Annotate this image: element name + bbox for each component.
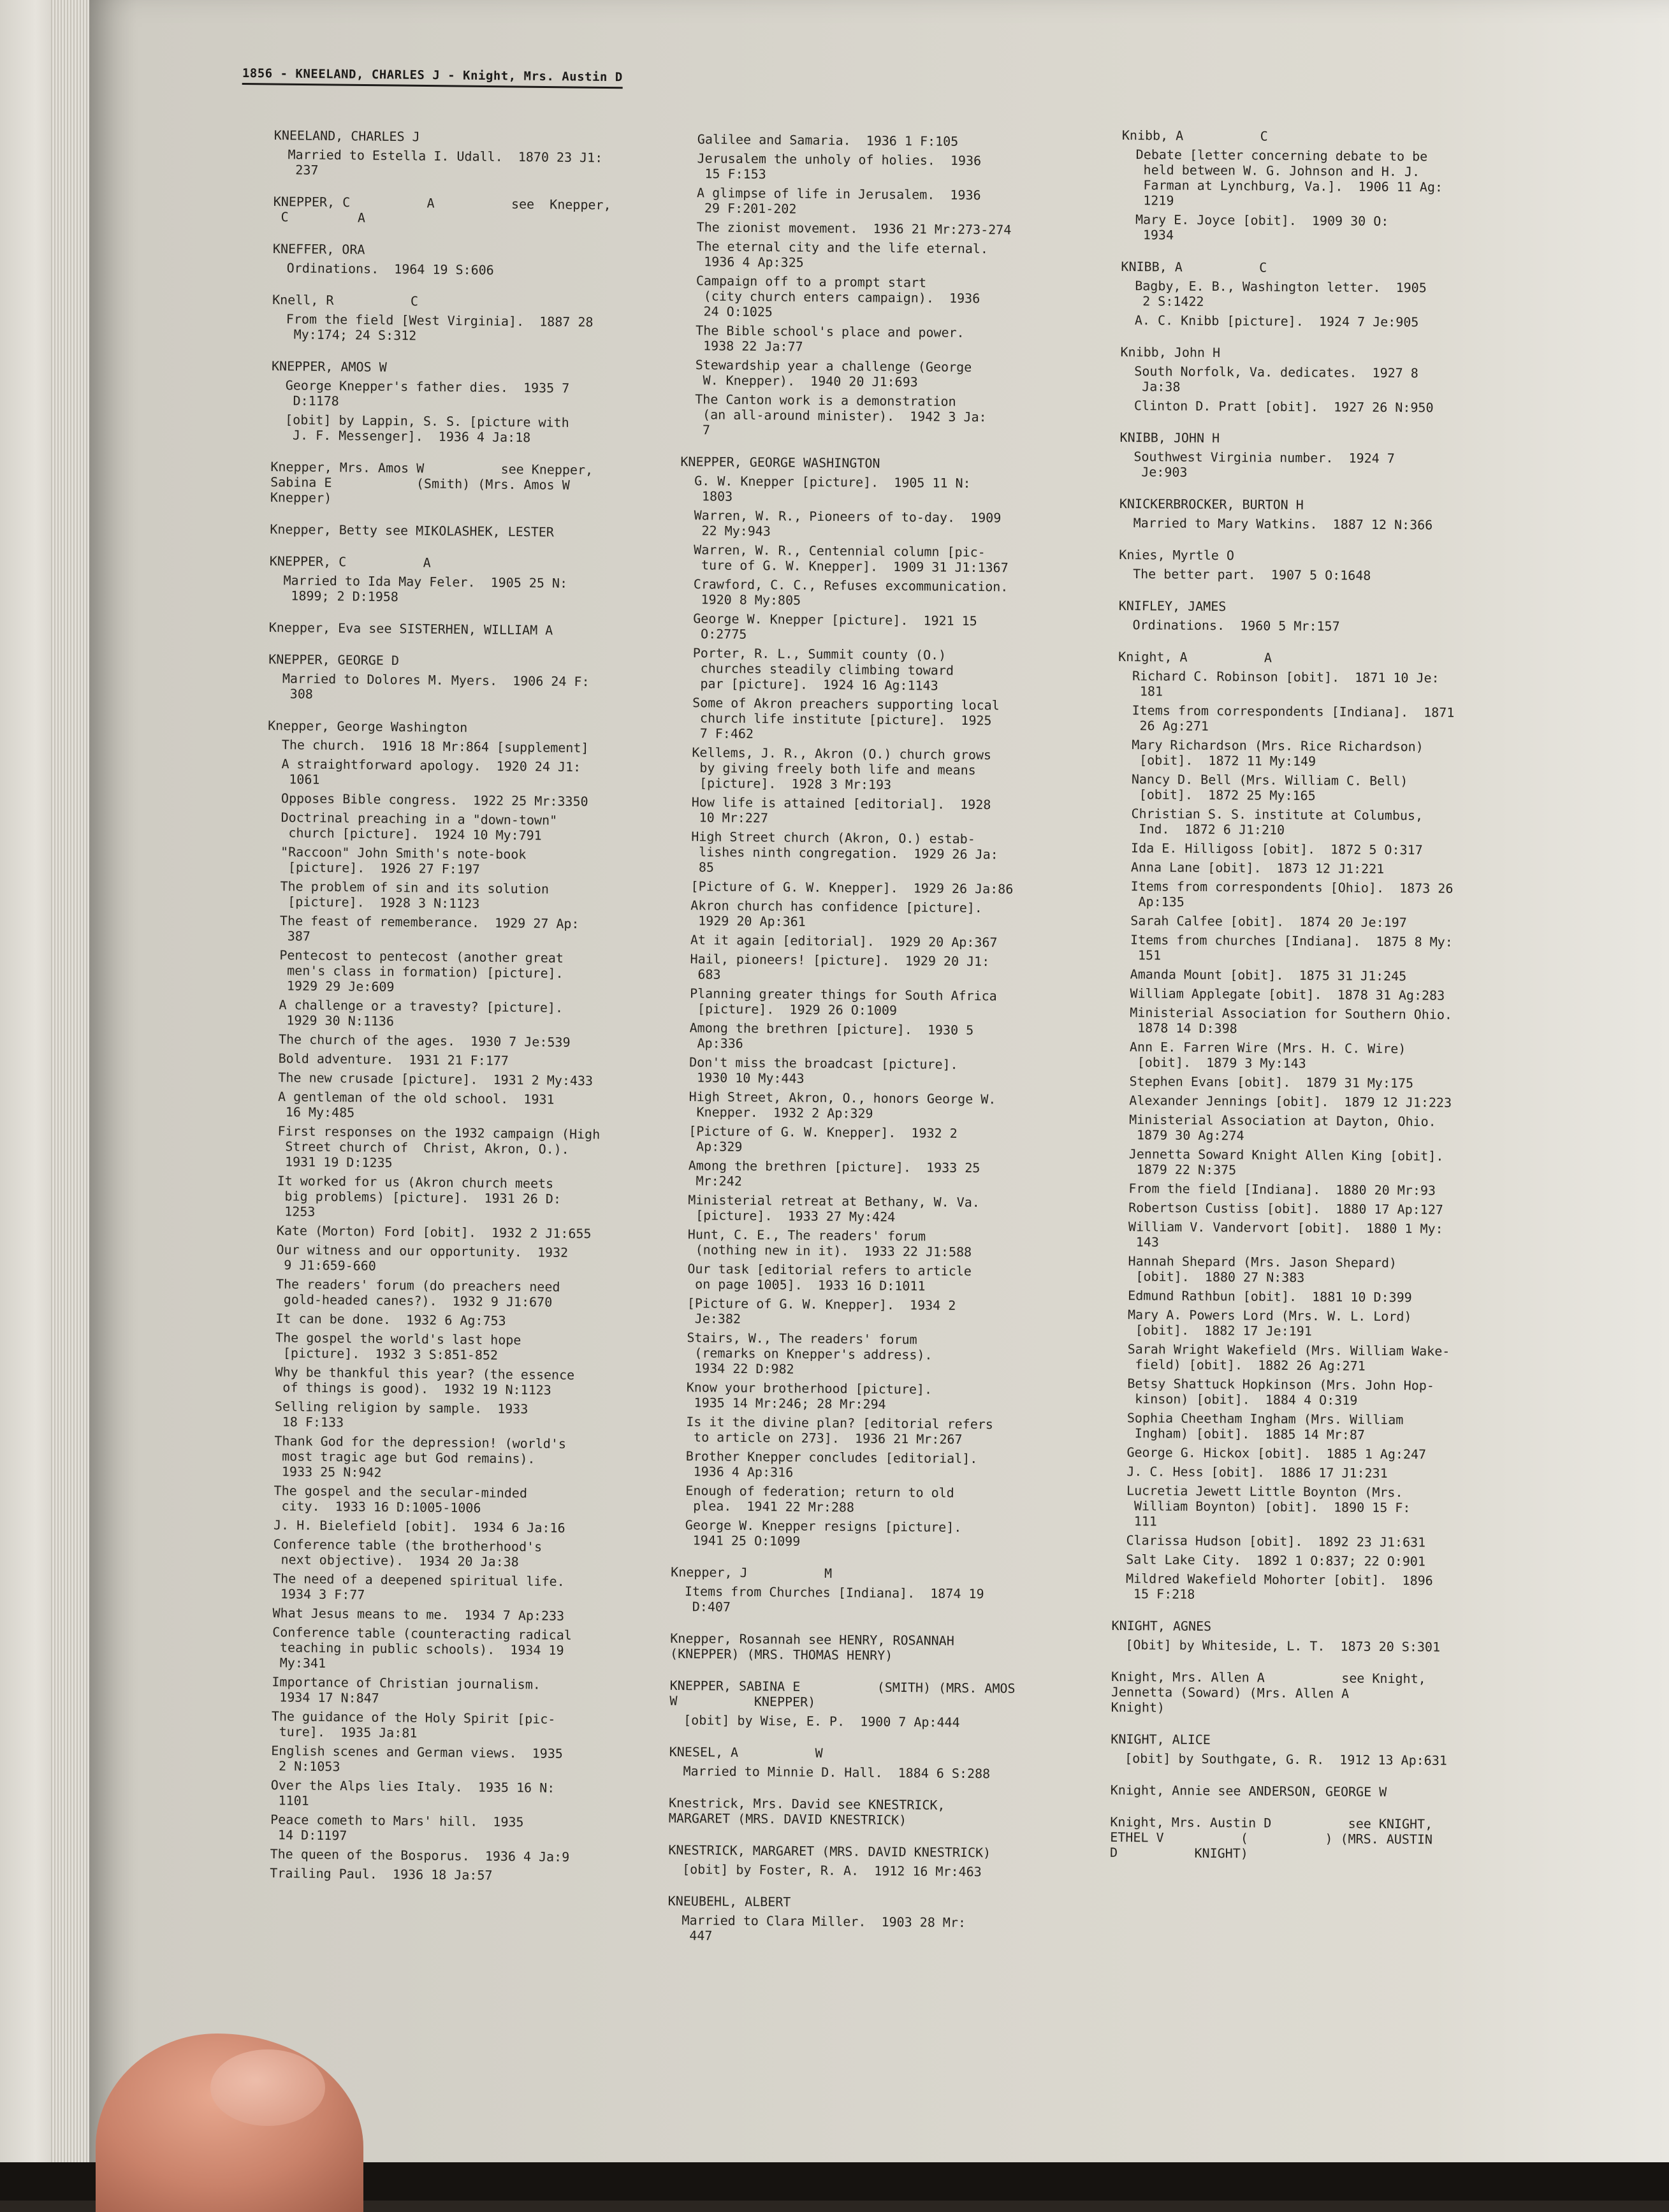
entry-citation: A challenge or a travesty? [picture]. 1929 30 N:1136 [279,997,564,1030]
entry-citation: From the field [West Virginia]. 1887 28 My:174; 24 S:312 [286,311,594,344]
entry-heading: Knibb, A C [1121,127,1268,144]
entry-citation: Ministerial retreat at Bethany, W. Va. [picture]. 1933 27 My:424 [688,1192,980,1225]
entry-citation: Stairs, W., The readers' forum (remarks on Knepper's address). 1934 22 D:982 [686,1330,933,1377]
entry-heading: Knepper, George Washington [268,717,468,736]
entry-citation: Married to Clara Miller. 1903 28 Mr: 447 [681,1912,966,1944]
entry-heading: Knepper, Rosannah see HENRY, ROSANNAH (KNEPPER) (MRS. THOMAS HENRY) [670,1630,954,1663]
index-entry [270,521,652,541]
entry-citation: From the field [Indiana]. 1880 20 Mr:93 [1128,1181,1436,1198]
entry-citation: Akron church has confidence [picture]. 1929 20 Ap:361 [690,898,983,929]
index-entry [1111,1618,1494,1655]
index-column-2 [667,127,1066,1963]
entry-citation: Hail, pioneers! [picture]. 1929 20 J1: 683 [690,951,990,982]
index-entry [669,1744,1051,1782]
entry-citation: J. H. Bielefield [obit]. 1934 6 Ja:16 [273,1517,565,1536]
entry-heading: KNEFFER, ORA [272,240,365,258]
entry-citation: Stewardship year a challenge (George W. Knepper). 1940 20 J1:693 [695,357,972,390]
entry-citation: Sophia Cheetham Ingham (Mrs. William Ingham) [obit]. 1885 14 Mr:87 [1126,1410,1404,1443]
entry-citation: William Applegate [obit]. 1878 31 Ag:283 [1130,986,1445,1003]
index-entry [1119,430,1503,482]
entry-citation: First responses on the 1932 campaign (High Street church of Christ, Akron, O.). 1931 19 D:1235 [277,1123,601,1171]
entry-citation: Sarah Calfee [obit]. 1874 20 Je:197 [1130,913,1407,931]
entry-citation: Stephen Evans [obit]. 1879 31 My:175 [1129,1073,1414,1091]
entry-citation: Sarah Wright Wakefield (Mrs. William Wake- field) [obit]. 1882 26 Ag:271 [1127,1341,1450,1374]
entry-citation: Among the brethren [picture]. 1933 25 Mr:242 [688,1158,980,1189]
index-entry [1118,598,1501,635]
index-entry [1111,1731,1493,1768]
entry-citation: Hunt, C. E., The readers' forum (nothing new in it). 1933 22 J1:588 [687,1226,972,1260]
entry-citation: A straightforward apology. 1920 24 J1: 1061 [281,756,581,787]
index-entry [269,553,652,607]
entry-citation: The church of the ages. 1930 7 Je:539 [278,1031,571,1050]
entry-citation: Our task [editorial refers to article on page 1005]. 1933 16 D:1011 [687,1261,972,1294]
entry-heading: Knight, Annie see ANDERSON, GEORGE W [1110,1782,1387,1800]
entry-citation: Peace cometh to Mars' hill. 1935 14 D:1197 [270,1812,524,1844]
entry-citation: [Picture of G. W. Knepper]. 1929 26 Ja:86 [690,878,1014,897]
entry-citation: [obit] by Southgate, G. R. 1912 13 Ap:631 [1125,1750,1447,1768]
entry-heading: Knepper, Betty see MIKOLASHEK, LESTER [270,521,555,540]
entry-heading: KNEPPER, GEORGE WASHINGTON [680,453,880,471]
index-entry [1121,127,1505,245]
entry-citation: Married to Mary Watkins. 1887 12 N:366 [1133,515,1433,533]
index-entry [1121,259,1504,330]
index-entry [669,1795,1051,1829]
entry-heading: KNEPPER, AMOS W [271,358,387,375]
entry-citation: Married to Minnie D. Hall. 1884 6 S:288 [683,1763,991,1782]
entry-citation: It worked for us (Akron church meets big problems) [picture]. 1931 26 D: 1253 [277,1173,562,1219]
entry-citation: Edmund Rathbun [obit]. 1881 10 D:399 [1128,1288,1412,1306]
entry-citation: Warren, W. R., Centennial column [pic- ture of G. W. Knepper]. 1909 31 J1:1367 [693,542,1009,576]
entry-citation: South Norfolk, Va. dedicates. 1927 8 Ja:38 [1134,363,1418,395]
entry-citation: Bagby, E. B., Washington letter. 1905 2 S:1422 [1135,278,1427,309]
index-entry [670,1631,1053,1664]
entry-citation: Alexander Jennings [obit]. 1879 12 J1:223 [1129,1093,1452,1110]
entry-citation: Married to Dolores M. Myers. 1906 24 F: 308 [282,671,590,702]
entry-citation: It can be done. 1932 6 Ag:753 [275,1311,506,1328]
entry-heading: Knight, A A [1118,648,1272,666]
index-entry [256,718,650,1884]
entry-citation: Crawford, C. C., Refuses excommunication. 1920 8 My:805 [693,576,1009,608]
entry-citation: Doctrinal preaching in a "down-town" church [picture]. 1924 10 My:791 [281,810,558,843]
entry-citation: Selling religion by sample. 1933 18 F:133 [274,1399,528,1430]
entry-citation: [Picture of G. W. Knepper]. 1932 2 Ap:329 [688,1123,958,1154]
entry-citation: Ann E. Farren Wire (Mrs. H. C. Wire) [obit]. 1879 3 My:143 [1129,1039,1406,1072]
index-entry [269,620,652,639]
entry-citation: "Raccoon" John Smith's note-book [picture]. 1926 27 F:197 [280,844,527,877]
entry-citation: [Picture of G. W. Knepper]. 1934 2 Je:382 [687,1295,956,1327]
entry-heading: Knepper, Eva see SISTERHEN, WILLIAM A [268,619,553,638]
entry-citation: Married to Ida May Feler. 1905 25 N: 1899; 2 D:1958 [283,572,568,605]
entry-citation: J. C. Hess [obit]. 1886 17 J1:231 [1126,1464,1388,1481]
index-entry [1111,1782,1493,1800]
entry-citation: The Bible school's place and power. 1938 22 Ja:77 [695,323,965,354]
entry-citation: [Obit] by Whiteside, L. T. 1873 20 S:301 [1125,1637,1441,1655]
entry-citation: Robertson Custiss [obit]. 1880 17 Ap:127 [1128,1200,1443,1218]
entry-heading: Knell, R C [272,291,419,309]
index-entry [1119,547,1501,584]
index-entry [669,1678,1053,1731]
entry-citation: Debate [letter concerning debate to be held between W. G. Johnson and H. J. Farman at Lynchburg, Va.]. 1906 11 Ag: 1219 [1135,147,1443,208]
entry-citation: English scenes and German views. 1935 2 N:1053 [270,1743,564,1775]
entry-citation: Conference table (counteracting radical teaching in public schools). 1934 19 My:341 [272,1624,572,1671]
index-entry [273,241,656,279]
entry-citation: Jennetta Soward Knight Allen King [obit]. 1879 22 N:375 [1128,1146,1444,1178]
entry-citation: Clarissa Hudson [obit]. 1892 23 J1:631 [1126,1532,1426,1550]
entry-citation: Items from churches [Indiana]. 1875 8 My: 151 [1130,932,1453,963]
entry-citation: Is it the divine plan? [editorial refers to article on 273]. 1936 21 Mr:267 [685,1414,994,1447]
entry-citation: The better part. 1907 5 O:1648 [1133,566,1371,583]
entry-citation: Salt Lake City. 1892 1 O:837; 22 O:901 [1126,1552,1426,1569]
entry-heading: KNEPPER, SABINA E (SMITH) (MRS. AMOS W KNEPPER) [669,1677,1016,1710]
index-entry [273,127,657,181]
entry-citation: George G. Hickox [obit]. 1885 1 Ag:247 [1126,1444,1427,1462]
entry-citation: Porter, R. L., Summit county (O.) churches steadily climbing toward par [picture]. 1924 16 Ag:1143 [692,645,954,694]
index-entry [671,454,1063,1551]
entry-citation: Items from Churches [Indiana]. 1874 19 D:407 [684,1583,984,1615]
entry-citation: The queen of the Bosporus. 1936 4 Ja:9 [270,1846,570,1865]
entry-citation: Amanda Mount [obit]. 1875 31 J1:245 [1130,966,1407,984]
entry-heading: Knestrick, Mrs. David see KNESTRICK, MARGARET (MRS. DAVID KNESTRICK) [668,1794,945,1828]
entry-heading: KNIGHT, AGNES [1111,1617,1212,1634]
index-column-3 [1110,127,1505,1879]
entry-citation: A. C. Knibb [picture]. 1924 7 Je:905 [1134,312,1419,330]
entry-heading: KNEPPER, C A see Knepper, C A [273,193,611,226]
entry-citation: Betsy Shattuck Hopkinson (Mrs. John Hop- kinson) [obit]. 1884 4 O:319 [1126,1376,1434,1408]
entry-citation: Items from correspondents [Indiana]. 1871 26 Ag:271 [1132,702,1455,734]
entry-citation: Mary E. Joyce [obit]. 1909 30 O: 1934 [1135,212,1389,243]
entry-citation: Married to Estella I. Udall. 1870 23 J1: 237 [288,147,603,178]
entry-citation: Clinton D. Pratt [obit]. 1927 26 N:950 [1133,398,1434,416]
index-entry [1120,344,1503,416]
index-entry [270,459,653,509]
index-entry [1119,496,1502,533]
entry-citation: Ordinations. 1964 19 S:606 [286,260,494,278]
entry-citation: At it again [editorial]. 1929 20 Ap:367 [690,932,998,950]
entry-citation: William V. Vandervort [obit]. 1880 1 My: 143 [1128,1219,1443,1250]
entry-citation: Ida E. Hilligoss [obit]. 1872 5 O:317 [1131,840,1423,858]
entry-heading: KNEUBEHL, ALBERT [667,1893,791,1910]
entry-citation: Don't miss the broadcast [picture]. 1930 10 My:443 [689,1054,958,1086]
entry-citation: Opposes Bible congress. 1922 25 Mr:3350 [281,790,588,810]
index-entry [667,1893,1051,1946]
entry-citation: Mildred Wakefield Mohorter [obit]. 1896 15 F:218 [1125,1571,1433,1602]
entry-citation: [obit] by Lappin, S. S. [picture with J. F. Messenger]. 1936 4 Ja:18 [284,412,569,446]
entry-citation: George W. Knepper resigns [picture]. 1941 25 O:1099 [685,1517,962,1549]
entry-citation: The gospel and the secular-minded city. 1933 16 D:1005-1006 [273,1483,528,1516]
entry-citation: [obit] by Foster, R. A. 1912 16 Mr:463 [682,1861,982,1880]
index-entry [671,1564,1054,1617]
entry-citation: Brother Knepper concludes [editorial]. 1936 4 Ap:316 [685,1448,978,1480]
index-entry [668,1842,1051,1880]
entry-heading: Knibb, John H [1120,344,1221,361]
page-header: 1856 - KNEELAND, CHARLES J - Knight, Mrs. Austin D [242,66,623,89]
entry-citation: Mary Richardson (Mrs. Rice Richardson) [obit]. 1872 11 My:149 [1131,737,1424,769]
entry-citation: Bold adventure. 1931 21 F:177 [278,1051,509,1068]
index-entry [268,651,652,705]
entry-citation: The problem of sin and its solution [picture]. 1928 3 N:1123 [280,878,550,912]
entry-heading: Knight, Mrs. Austin D see KNIGHT, ETHEL V ( ) (MRS. AUSTIN D KNIGHT) [1110,1814,1433,1861]
entry-citation: Planning greater things for South Africa [picture]. 1929 26 O:1009 [689,986,997,1018]
entry-citation: Hannah Shepard (Mrs. Jason Shepard) [obit]. 1880 27 N:383 [1128,1253,1397,1286]
entry-citation: Over the Alps lies Italy. 1935 16 N: 1101 [270,1777,555,1808]
entry-heading: KNEPPER, GEORGE D [268,651,400,669]
entry-citation: High Street, Akron, O., honors George W. Knepper. 1932 2 Ap:329 [689,1089,996,1121]
entry-citation: The zionist movement. 1936 21 Mr:273-274 [696,219,1012,238]
entry-citation: Kate (Morton) Ford [obit]. 1932 2 J1:655 [276,1223,592,1242]
entry-heading: KNEPPER, C A [269,553,431,571]
entry-citation: Pentecost to pentecost (another great men's class in formation) [picture]. 1929 29 Je:609 [279,947,564,995]
entry-citation: Ministerial Association for Southern Ohio. 1878 14 D:398 [1130,1005,1453,1037]
entry-citation: The need of a deepened spiritual life. 1934 3 F:77 [272,1571,565,1603]
entry-heading: KNIFLEY, JAMES [1118,597,1227,615]
entry-heading: KNEELAND, CHARLES J [273,127,420,145]
entry-citation: What Jesus means to me. 1934 7 Ap:233 [272,1605,565,1624]
entry-citation: Ministerial Association at Dayton, Ohio. 1879 30 Ag:274 [1128,1112,1436,1144]
entry-citation: Some of Akron preachers supporting local church life institute [picture]. 1925 7 F:462 [692,695,1000,741]
entry-citation: Mary A. Powers Lord (Mrs. W. L. Lord) [obit]. 1882 17 Je:191 [1127,1307,1412,1339]
entry-citation: Warren, W. R., Pioneers of to-day. 1909 22 My:943 [694,507,1002,539]
entry-citation: The eternal city and the life eternal. 1936 4 Ap:325 [696,238,989,270]
entry-heading: Knepper, J M [671,1564,833,1582]
index-entry [681,131,1066,440]
entry-citation: George Knepper's father dies. 1935 7 D:1178 [285,377,570,409]
entry-heading: KNIGHT, ALICE [1111,1731,1211,1748]
entry-citation: Richard C. Robinson [obit]. 1871 10 Je: 181 [1132,668,1439,699]
entry-citation: The guidance of the Holy Spirit [pic- ture]. 1935 Ja:81 [271,1708,556,1741]
entry-citation: Campaign off to a prompt start (city church enters campaign). 1936 24 O:1025 [696,273,980,320]
entry-citation: Anna Lane [obit]. 1873 12 J1:221 [1130,859,1385,877]
entry-citation: Conference table (the brotherhood's next objective). 1934 20 Ja:38 [273,1536,543,1570]
index-entry [272,292,655,346]
entry-heading: Knight, Mrs. Allen A see Knight, Jennetta (Soward) (Mrs. Allen A Knight) [1111,1668,1426,1715]
entry-citation: Know your brotherhood [picture]. 1935 14 Mr:246; 28 Mr:294 [686,1379,933,1412]
entry-citation: G. W. Knepper [picture]. 1905 11 N: 1803 [694,473,971,504]
index-entry [273,194,655,228]
entry-citation: Christian S. S. institute at Columbus, Ind. 1872 6 J1:210 [1131,806,1424,838]
entry-citation: The church. 1916 18 Mr:864 [supplement] [281,737,589,756]
entry-citation: Among the brethren [picture]. 1930 5 Ap:336 [689,1020,974,1051]
entry-heading: KNIBB, JOHN H [1119,429,1220,446]
thumbnail-highlight [210,2049,325,2126]
entry-citation: High Street church (Akron, O.) estab- lishes ninth congregation. 1929 26 Ja: 85 [690,829,998,875]
entry-heading: KNESEL, A W [669,1743,823,1761]
entry-citation: The feast of rememberance. 1929 27 Ap: 387 [279,913,579,944]
entry-citation: Galilee and Samaria. 1936 1 F:105 [697,131,959,149]
index-entry [1111,1669,1494,1717]
entry-citation: How life is attained [editorial]. 1928 10 Mr:227 [691,794,991,826]
entry-citation: Enough of federation; return to old plea. 1941 22 Mr:288 [685,1483,954,1515]
entry-citation: Thank God for the depression! (world's most tragic age but God remains). 1933 25 N:942 [273,1433,567,1480]
entry-heading: KNICKERBROCKER, BURTON H [1119,495,1304,513]
entry-citation: Importance of Christian journalism. 1934 17 N:847 [272,1674,541,1706]
entry-citation: Southwest Virginia number. 1924 7 Je:903 [1133,449,1395,480]
entry-citation: A glimpse of life in Jerusalem. 1936 29 F:201-202 [696,185,981,217]
entry-citation: Nancy D. Bell (Mrs. William C. Bell) [obit]. 1872 25 My:165 [1131,771,1408,804]
entry-citation: Kellems, J. R., Akron (O.) church grows by giving freely both life and means [picture]. 1928 3 Mr:193 [691,745,992,792]
entry-heading: Knepper, Mrs. Amos W see Knepper, Sabina E (Smith) (Mrs. Amos W Knepper) [270,458,594,506]
entry-citation: Our witness and our opportunity. 1932 9 J1:659-660 [276,1242,569,1274]
entry-citation: George W. Knepper [picture]. 1921 15 O:2775 [692,611,977,642]
entry-citation: The readers' forum (do preachers need gold-headed canes?). 1932 9 J1:670 [275,1276,560,1310]
entry-heading: KNESTRICK, MARGARET (MRS. DAVID KNESTRICK) [668,1842,991,1861]
entry-citation: The new crusade [picture]. 1931 2 My:433 [278,1070,594,1089]
entry-citation: The gospel the world's last hope [picture]. 1932 3 S:851-852 [275,1330,521,1363]
entry-citation: Why be thankful this year? (the essence of things is good). 1932 19 N:1123 [275,1364,575,1398]
entry-citation: [obit] by Wise, E. P. 1900 7 Ap:444 [683,1712,960,1730]
entry-citation: A gentleman of the old school. 1931 16 My:485 [277,1089,555,1121]
entry-citation: Lucretia Jewett Little Boynton (Mrs. William Boynton) [obit]. 1890 15 F: 111 [1126,1483,1411,1529]
entry-citation: The Canton work is a demonstration (an all-around minister). 1942 3 Ja: 7 [694,391,987,438]
entry-heading: Knies, Myrtle O [1119,546,1235,564]
entry-citation: Trailing Paul. 1936 18 Ja:57 [270,1865,493,1883]
index-entry [271,358,654,446]
entry-heading: KNIBB, A C [1121,258,1267,275]
index-entry [1112,649,1501,1604]
entry-citation: Items from correspondents [Ohio]. 1873 26 Ap:135 [1130,878,1454,910]
entry-citation: Jerusalem the unholy of holies. 1936 15 F:153 [697,150,982,182]
index-column-1 [256,127,657,1901]
entry-citation: Ordinations. 1960 5 Mr:157 [1132,617,1340,634]
index-entry [1110,1814,1492,1863]
